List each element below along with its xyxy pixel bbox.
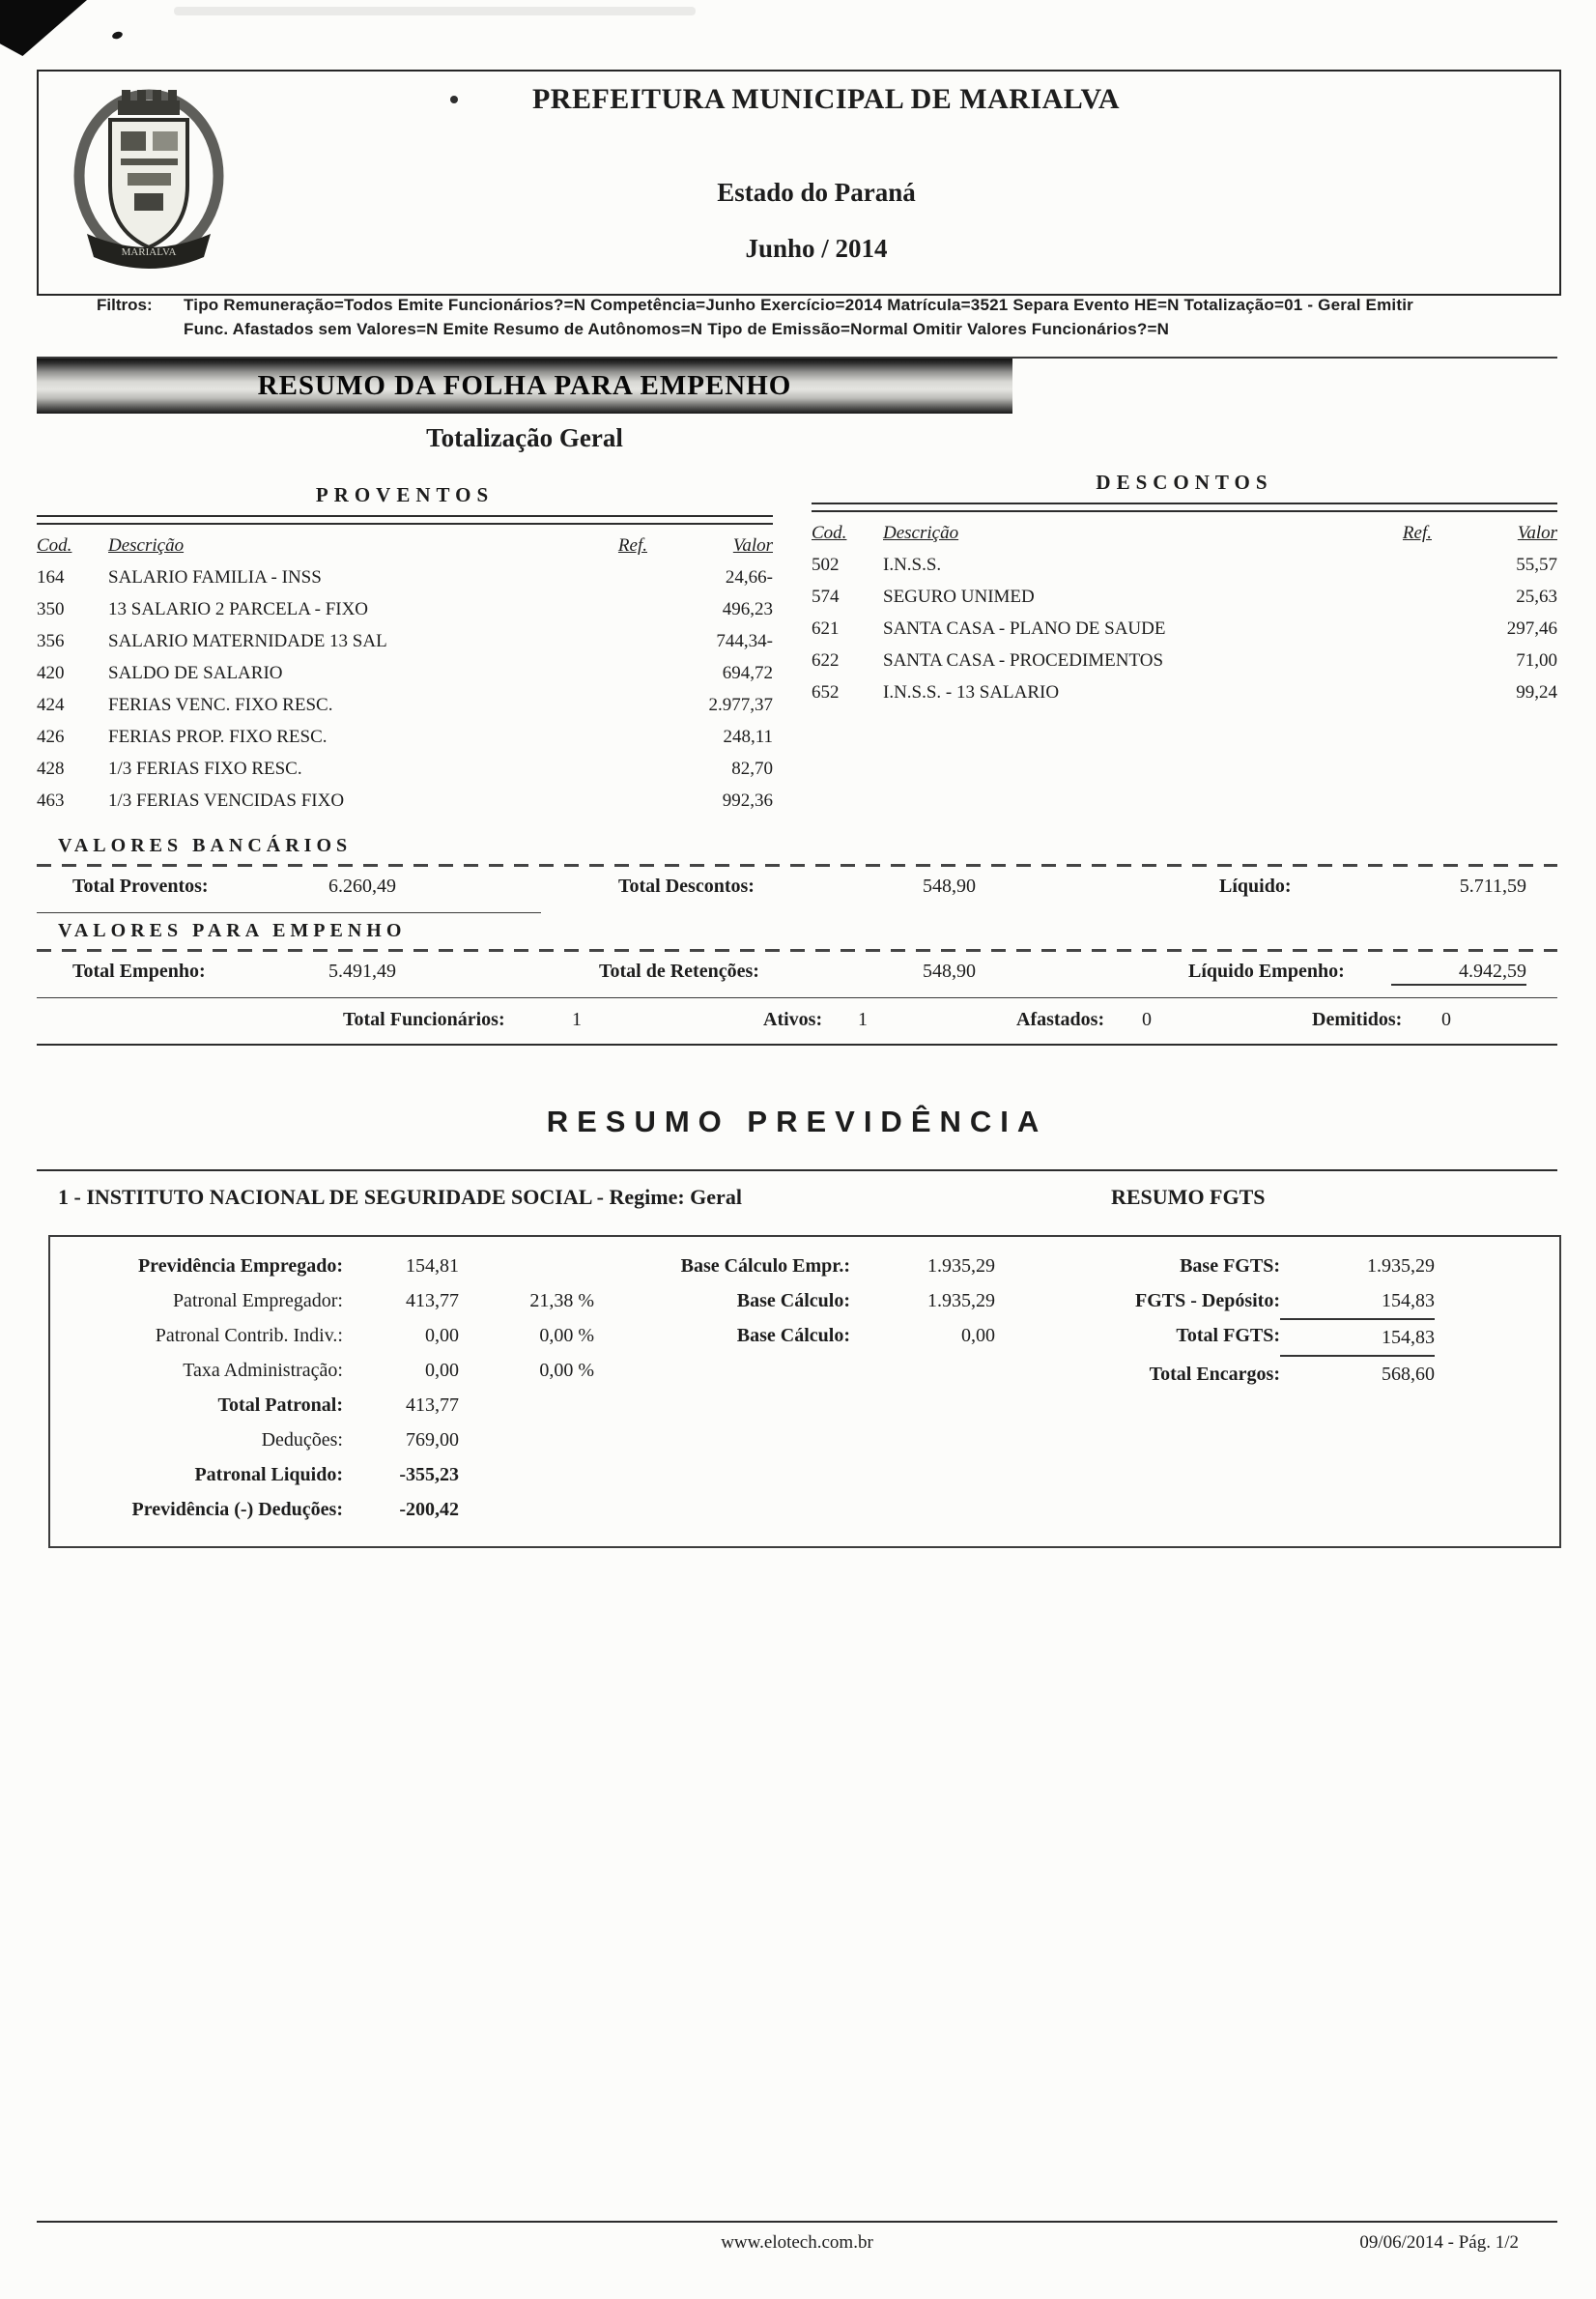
header-period: Junho / 2014 xyxy=(745,234,888,263)
liquido-value: 5.711,59 xyxy=(1459,876,1526,897)
scan-corner-artifact xyxy=(0,0,87,56)
demitidos-value: 0 xyxy=(1441,1009,1451,1030)
col-valor: Valor xyxy=(1517,523,1557,543)
fgts-row xyxy=(1039,1318,1435,1357)
col-cod: Cod. xyxy=(37,535,72,556)
cell-ref xyxy=(560,561,647,593)
afastados-value: 0 xyxy=(1142,1009,1152,1030)
cell-valor: 744,34- xyxy=(716,631,773,651)
previdencia-title: RESUMO PREVIDÊNCIA xyxy=(546,1105,1048,1138)
row-value: 0,00 xyxy=(425,1325,459,1346)
previdencia-row xyxy=(53,1423,594,1457)
row-label: Patronal Liquido: xyxy=(194,1464,343,1485)
total-proventos-label: Total Proventos: xyxy=(72,876,209,897)
row-pct: 0,00 % xyxy=(539,1325,594,1346)
row-label: Patronal Contrib. Indiv.: xyxy=(155,1325,343,1346)
total-descontos-label: Total Descontos: xyxy=(618,876,755,897)
col-ref: Ref. xyxy=(617,535,647,556)
scan-ink-speck xyxy=(111,30,124,40)
proventos-heading: PROVENTOS xyxy=(315,483,495,506)
report-subtitle: Totalização Geral xyxy=(426,423,623,452)
cell-descricao: 13 SALARIO 2 PARCELA - FIXO xyxy=(108,599,369,619)
cell-descricao: FERIAS VENC. FIXO RESC. xyxy=(108,695,333,715)
proventos-row xyxy=(37,785,773,817)
cell-cod: 574 xyxy=(812,587,840,607)
cell-descricao: SEGURO UNIMED xyxy=(883,587,1035,607)
cell-cod: 164 xyxy=(37,567,65,588)
row-value: 1.935,29 xyxy=(927,1290,995,1311)
row-value: 154,81 xyxy=(406,1255,459,1277)
double-rule xyxy=(812,503,1557,512)
cell-descricao: SALDO DE SALARIO xyxy=(108,663,283,683)
liquido-empenho-label: Líquido Empenho: xyxy=(1188,961,1345,982)
page-title: PREFEITURA MUNICIPAL DE MARIALVA xyxy=(531,83,1121,115)
ativos-value: 1 xyxy=(858,1009,868,1030)
total-retencoes-value: 548,90 xyxy=(923,961,976,982)
row-value: 0,00 xyxy=(961,1325,995,1346)
cell-valor: 2.977,37 xyxy=(708,695,773,715)
row-label: FGTS - Depósito: xyxy=(1135,1290,1280,1311)
previdencia-left-block xyxy=(53,1249,594,1527)
proventos-row xyxy=(37,721,773,753)
double-rule xyxy=(37,515,773,525)
cell-cod: 428 xyxy=(37,759,65,779)
cell-cod: 424 xyxy=(37,695,65,715)
col-cod: Cod. xyxy=(812,523,847,543)
cell-cod: 502 xyxy=(812,555,840,575)
cell-ref xyxy=(560,625,647,657)
cell-valor: 992,36 xyxy=(722,790,773,811)
row-pct xyxy=(459,1249,594,1283)
header-state: Estado do Paraná xyxy=(717,178,916,207)
descontos-row xyxy=(812,549,1557,581)
row-pct xyxy=(459,1457,594,1492)
cell-ref xyxy=(1345,645,1432,676)
valores-bancarios-heading xyxy=(58,835,352,857)
inss-section-title: 1 - INSTITUTO NACIONAL DE SEGURIDADE SOCIAL - Regime: Geral xyxy=(58,1185,742,1209)
cell-ref xyxy=(560,785,647,817)
footer-date-page: 09/06/2014 - Pág. 1/2 xyxy=(1359,2232,1519,2253)
cell-descricao: FERIAS PROP. FIXO RESC. xyxy=(108,727,328,747)
proventos-row xyxy=(37,593,773,625)
cell-cod: 652 xyxy=(812,682,840,703)
cell-valor: 694,72 xyxy=(722,663,773,683)
previdencia-row xyxy=(53,1283,594,1318)
cell-descricao: SANTA CASA - PROCEDIMENTOS xyxy=(883,650,1164,671)
previdencia-row xyxy=(53,1388,594,1423)
descontos-table xyxy=(812,517,1557,708)
row-label: Base Cálculo: xyxy=(736,1290,850,1311)
row-label: Previdência Empregado: xyxy=(137,1255,343,1277)
base-calculo-block xyxy=(628,1249,995,1353)
descontos-row xyxy=(812,645,1557,676)
row-label: Deduções: xyxy=(261,1429,343,1451)
previdencia-row xyxy=(53,1457,594,1492)
cell-ref xyxy=(560,593,647,625)
cell-cod: 350 xyxy=(37,599,65,619)
row-label: Base FGTS: xyxy=(1180,1255,1280,1277)
proventos-row xyxy=(37,561,773,593)
cell-descricao: 1/3 FERIAS VENCIDAS FIXO xyxy=(108,790,345,811)
fgts-row xyxy=(1039,1249,1435,1283)
cell-descricao: 1/3 FERIAS FIXO RESC. xyxy=(108,759,302,779)
cell-valor: 99,24 xyxy=(1516,682,1557,703)
cell-ref xyxy=(1345,613,1432,645)
liquido-label: Líquido: xyxy=(1219,876,1292,897)
proventos-row xyxy=(37,689,773,721)
col-descricao: Descrição xyxy=(883,523,959,543)
fgts-row xyxy=(1039,1357,1435,1392)
cell-valor: 55,57 xyxy=(1516,555,1557,575)
liquido-empenho-value: 4.942,59 xyxy=(1391,961,1526,986)
row-pct: 21,38 % xyxy=(529,1290,594,1311)
row-pct xyxy=(459,1388,594,1423)
cell-cod: 426 xyxy=(37,727,65,747)
previdencia-row xyxy=(53,1353,594,1388)
cell-descricao: SALARIO FAMILIA - INSS xyxy=(108,567,322,588)
row-value: 154,83 xyxy=(1382,1290,1435,1311)
row-value: 413,77 xyxy=(406,1394,459,1416)
report-title-band xyxy=(37,359,1012,414)
row-value: -355,23 xyxy=(399,1464,459,1485)
divider-line xyxy=(37,997,1557,998)
cell-valor: 71,00 xyxy=(1516,650,1557,671)
proventos-row xyxy=(37,753,773,785)
filters-line-1: Tipo Remuneração=Todos Emite Funcionários?=N Competência=Junho Exercício=2014 Matrícula=3521 Separa Evento HE=N Totalização=01 - Geral Emitir xyxy=(184,296,1413,314)
row-value: 769,00 xyxy=(406,1429,459,1451)
previdencia-row xyxy=(53,1492,594,1527)
row-label: Patronal Empregador: xyxy=(172,1290,343,1311)
cell-descricao: SALARIO MATERNIDADE 13 SAL xyxy=(108,631,387,651)
row-label: Total Patronal: xyxy=(217,1394,343,1416)
base-row xyxy=(628,1283,995,1318)
filters-label: Filtros: xyxy=(97,296,153,314)
row-pct xyxy=(459,1492,594,1527)
row-label: Taxa Administração: xyxy=(183,1360,343,1381)
cell-valor: 24,66- xyxy=(725,567,773,588)
valores-empenho-heading xyxy=(58,920,406,942)
cell-cod: 420 xyxy=(37,663,65,683)
report-title: RESUMO DA FOLHA PARA EMPENHO xyxy=(257,370,792,401)
cell-ref xyxy=(560,657,647,689)
row-label: Base Cálculo Empr.: xyxy=(680,1255,850,1277)
descontos-heading: DESCONTOS xyxy=(1096,471,1273,494)
cell-descricao: I.N.S.S. - 13 SALARIO xyxy=(883,682,1060,703)
cell-ref xyxy=(560,689,647,721)
proventos-row xyxy=(37,625,773,657)
cell-descricao: I.N.S.S. xyxy=(883,555,942,575)
proventos-header-row xyxy=(37,530,773,561)
cell-valor: 297,46 xyxy=(1506,618,1557,639)
section-title: VALORES BANCÁRIOS xyxy=(58,835,353,856)
row-label: Base Cálculo: xyxy=(736,1325,850,1346)
col-ref: Ref. xyxy=(1402,523,1432,543)
ativos-label: Ativos: xyxy=(763,1009,823,1030)
row-value: 154,83 xyxy=(1280,1318,1435,1357)
footer-divider xyxy=(37,2221,1557,2223)
row-value: 1.935,29 xyxy=(1367,1255,1435,1277)
cell-cod: 621 xyxy=(812,618,840,639)
previdencia-row xyxy=(53,1249,594,1283)
demitidos-label: Demitidos: xyxy=(1312,1009,1403,1030)
proventos-row xyxy=(37,657,773,689)
section-title: VALORES PARA EMPENHO xyxy=(58,920,407,941)
row-value: 1.935,29 xyxy=(927,1255,995,1277)
total-empenho-label: Total Empenho: xyxy=(72,961,206,982)
divider-line xyxy=(37,1044,1557,1046)
row-label: Total Encargos: xyxy=(1149,1364,1280,1385)
cell-cod: 622 xyxy=(812,650,840,671)
footer-website: www.elotech.com.br xyxy=(721,2232,873,2253)
row-label: Previdência (-) Deduções: xyxy=(131,1499,343,1520)
divider-line xyxy=(37,912,541,913)
cell-ref xyxy=(560,721,647,753)
total-retencoes-label: Total de Retenções: xyxy=(599,961,759,982)
row-label: Total FGTS: xyxy=(1176,1325,1280,1346)
total-funcionarios-value: 1 xyxy=(572,1009,582,1030)
fgts-block xyxy=(1039,1249,1435,1392)
cell-descricao: SANTA CASA - PLANO DE SAUDE xyxy=(883,618,1166,639)
total-proventos-value: 6.260,49 xyxy=(328,876,396,897)
descontos-row xyxy=(812,581,1557,613)
scan-streak xyxy=(174,7,696,15)
descontos-row xyxy=(812,613,1557,645)
total-funcionarios-label: Total Funcionários: xyxy=(343,1009,505,1030)
cell-ref xyxy=(1345,549,1432,581)
base-row xyxy=(628,1318,995,1353)
cell-valor: 82,70 xyxy=(731,759,773,779)
cell-ref xyxy=(560,753,647,785)
row-value: 568,60 xyxy=(1382,1364,1435,1385)
total-empenho-value: 5.491,49 xyxy=(328,961,396,982)
dashed-divider xyxy=(37,949,1557,952)
descontos-row xyxy=(812,676,1557,708)
row-value: 0,00 xyxy=(425,1360,459,1381)
cell-ref xyxy=(1345,581,1432,613)
row-pct xyxy=(459,1423,594,1457)
filters-line-2: Func. Afastados sem Valores=N Emite Resumo de Autônomos=N Tipo de Emissão=Normal Omitir Valores Funcionários?=N xyxy=(184,320,1170,338)
cell-valor: 25,63 xyxy=(1516,587,1557,607)
cell-cod: 356 xyxy=(37,631,65,651)
proventos-table xyxy=(37,530,773,817)
base-row xyxy=(628,1249,995,1283)
fgts-section-title: RESUMO FGTS xyxy=(1111,1185,1266,1209)
logo-banner-text: MARIALVA xyxy=(121,246,177,258)
descontos-header-row xyxy=(812,517,1557,549)
row-pct: 0,00 % xyxy=(539,1360,594,1381)
previdencia-row xyxy=(53,1318,594,1353)
cell-valor: 248,11 xyxy=(723,727,773,747)
row-value: -200,42 xyxy=(399,1499,459,1520)
cell-cod: 463 xyxy=(37,790,65,811)
afastados-label: Afastados: xyxy=(1016,1009,1105,1030)
row-value: 413,77 xyxy=(406,1290,459,1311)
fgts-row xyxy=(1039,1283,1435,1318)
total-descontos-value: 548,90 xyxy=(923,876,976,897)
col-valor: Valor xyxy=(732,535,773,556)
col-descricao: Descrição xyxy=(108,535,185,556)
divider-line xyxy=(37,1169,1557,1171)
cell-ref xyxy=(1345,676,1432,708)
cell-valor: 496,23 xyxy=(722,599,773,619)
dashed-divider xyxy=(37,864,1557,867)
